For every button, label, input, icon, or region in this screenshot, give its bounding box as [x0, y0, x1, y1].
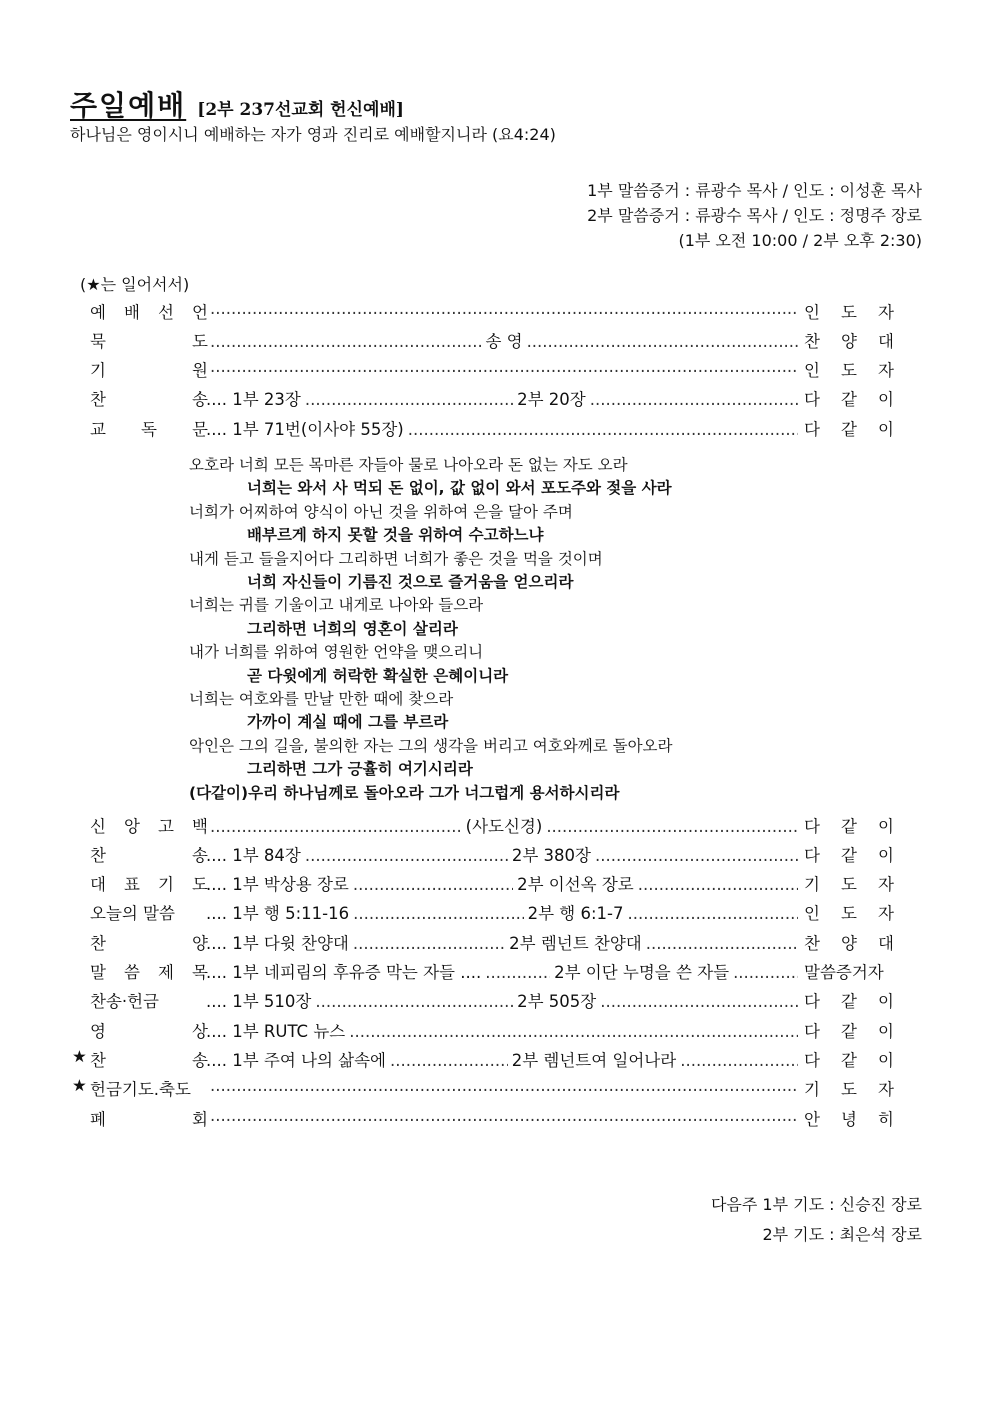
order-label-char: 기 [90, 361, 106, 380]
responsive-reading [189, 454, 673, 805]
order-responder-char: 대 [878, 332, 894, 351]
order-responder [804, 1018, 894, 1042]
order-part-1: .... 1부 주여 나의 삶속에 [206, 1051, 386, 1070]
order-responder [804, 386, 894, 410]
order-label-char: 묵 [90, 332, 106, 351]
order-label-char: 폐 [90, 1110, 106, 1129]
reading-line-people: 배부르게 하지 못할 것을 위하여 수고하느냐 [247, 526, 544, 545]
leader-dots [210, 299, 798, 318]
leader-dots [305, 390, 513, 409]
reading-line-leader: 너희가 어찌하여 양식이 아닌 것을 위하여 은을 달아 주며 [189, 502, 573, 521]
order-row [72, 959, 922, 988]
order-label-char: 선 [158, 303, 174, 322]
order-responder [804, 328, 894, 352]
leader-dots [305, 846, 508, 865]
order-responder-char: 기 [804, 875, 820, 894]
leader-dots [638, 875, 798, 894]
order-row [72, 299, 922, 328]
order-row [72, 357, 922, 386]
order-row [72, 900, 922, 929]
next-week-line-1: 다음주 1부 기도 : 신승진 장로 [710, 1195, 922, 1214]
order-label-char: 앙 [124, 817, 140, 836]
order-responder-char: 양 [841, 332, 857, 351]
leader-dots [646, 934, 798, 953]
order-responder [804, 900, 894, 924]
order-label-char: 언 [192, 303, 208, 322]
order-responder-char: 기 [804, 1080, 820, 1099]
order-row [72, 1106, 922, 1135]
order-detail [206, 1018, 802, 1042]
leader-dots [590, 390, 798, 409]
leader-dots [210, 817, 462, 836]
order-label-char: 도 [192, 875, 208, 894]
leader-dots [353, 875, 513, 894]
order-responder-char: 다 [804, 1022, 820, 1041]
order-responder-char: 도 [841, 904, 857, 923]
leader-dots [353, 934, 505, 953]
order-label [90, 930, 208, 954]
order-label-char: 찬송·헌금 [90, 992, 160, 1011]
order-detail [206, 1047, 802, 1071]
order-responder-char: 인 [804, 361, 820, 380]
order-detail [206, 416, 802, 440]
order-label-char: 배 [124, 303, 140, 322]
leader-dots [595, 846, 798, 865]
reading-line-leader: 오호라 너희 모든 목마른 자들아 물로 나아오라 돈 없는 자도 오라 [189, 456, 628, 474]
order-responder [804, 357, 894, 381]
order-label-char: 고 [158, 817, 174, 836]
order-responder-char: 같 [841, 817, 857, 836]
stand-note: (★는 일어서서) [80, 275, 190, 294]
order-label-char: 양 [192, 934, 208, 953]
order-part-1: .... 1부 23장 [206, 390, 301, 409]
order-label-char: 기 [158, 875, 174, 894]
next-week-line-2: 2부 기도 : 최은석 장로 [762, 1225, 922, 1244]
leader-dots [546, 817, 798, 836]
order-responder-char: 다 [804, 846, 820, 865]
order-responder-char: 양 [841, 934, 857, 953]
order-part-1: .... 1부 다윗 찬양대 [206, 934, 349, 953]
order-responder-char: 다 [804, 420, 820, 439]
reading-line-leader: 내가 너희를 위하여 영원한 언약을 맺으리니 [189, 643, 484, 662]
reading-line-people: 곧 다윗에게 허락한 확실한 은혜이니라 [247, 666, 509, 685]
leader-dots [408, 420, 798, 439]
order-label [90, 1018, 208, 1042]
leader-dots [600, 992, 798, 1011]
order-detail [206, 842, 802, 866]
service-leaders [587, 178, 922, 253]
reading-line-people: 너희는 와서 사 먹되 돈 없이, 값 없이 와서 포도주와 젖을 사라 [247, 479, 672, 498]
order-responder [804, 1076, 894, 1100]
next-week-prayer [711, 1190, 922, 1250]
page-title-line [70, 84, 404, 124]
order-label-char: 표 [124, 875, 140, 894]
order-responder [804, 416, 894, 440]
order-responder-char: 도 [841, 361, 857, 380]
order-part-1: .... 1부 네피림의 후유증 막는 자들 .... [206, 963, 482, 982]
order-responder [804, 988, 894, 1012]
order-part-1: .... 1부 행 5:11-16 [206, 904, 350, 923]
order-label-char: 목 [192, 963, 208, 982]
order-row [72, 1018, 922, 1047]
leader-dots [527, 332, 798, 351]
order-part-2: 2부 20장 [517, 390, 586, 409]
order-responder [804, 959, 884, 983]
order-label-char: 교 [90, 420, 106, 439]
order-label-char: 찬 [90, 1051, 106, 1070]
reading-line-all: (다같이)우리 하나님께로 돌아오라 그가 너그럽게 용서하시리라 [189, 783, 620, 802]
order-responder-char: 자 [878, 1080, 894, 1099]
reading-line-leader: 너희는 여호와를 만날 만한 때에 찾으라 [189, 690, 454, 709]
order-responder-char: 같 [841, 992, 857, 1011]
order-responder [804, 842, 894, 866]
order-responder [804, 299, 894, 323]
order-label-char: 원 [192, 361, 208, 380]
order-part-2: 2부 380장 [511, 846, 591, 865]
order-label-char: 대 [90, 875, 106, 894]
leaders-line-1: 1부 말씀증거 : 류광수 목사 / 인도 : 이성훈 목사 [587, 181, 922, 200]
order-responder-char: 안 [804, 1110, 820, 1129]
order-label-char: 송 [192, 390, 208, 409]
order-label [90, 1076, 191, 1100]
order-responder-char: 자 [878, 303, 894, 322]
order-responder [804, 1047, 894, 1071]
order-responder-char: 다 [804, 817, 820, 836]
order-label [90, 328, 208, 352]
order-detail [206, 1106, 802, 1125]
order-responder-char: 이 [878, 1051, 894, 1070]
order-responder-char: 자 [878, 904, 894, 923]
order-responder-char: 다 [804, 390, 820, 409]
order-center: 송 영 [485, 332, 523, 351]
order-label-char: 문 [192, 420, 208, 439]
leader-dots [627, 904, 798, 923]
reading-line-people: 가까이 계실 때에 그를 부르라 [247, 713, 449, 732]
order-responder-char: 인 [804, 303, 820, 322]
order-label-char: 제 [158, 963, 174, 982]
order-label [90, 1106, 208, 1130]
order-label-char: 찬 [90, 846, 106, 865]
order-part-2: 2부 렘넌트 찬양대 [509, 934, 642, 953]
order-row [72, 930, 922, 959]
leader-dots [315, 992, 513, 1011]
order-row [72, 988, 922, 1017]
order-label [90, 1047, 208, 1071]
order-responder-char: 말씀증거자 [804, 963, 884, 982]
order-responder-char: 다 [804, 1051, 820, 1070]
order-responder-char: 녕 [841, 1110, 857, 1129]
order-detail [206, 357, 802, 376]
order-responder-char: 이 [878, 817, 894, 836]
order-label [90, 900, 175, 924]
order-part-1: .... 1부 71번(이사야 55장) [206, 420, 404, 439]
order-row [72, 813, 922, 842]
order-row [72, 328, 922, 357]
leader-dots [680, 1051, 798, 1070]
order-detail [206, 386, 802, 410]
order-label-char: 예 [90, 303, 106, 322]
leader-dots [210, 1106, 798, 1125]
order-responder-char: 다 [804, 992, 820, 1011]
order-responder-char: 같 [841, 390, 857, 409]
order-row [72, 871, 922, 900]
order-responder-char: 도 [841, 1080, 857, 1099]
order-responder [804, 871, 894, 895]
order-label-char: 송 [192, 846, 208, 865]
reading-line-people: 그리하면 너희의 영혼이 살리라 [247, 619, 458, 638]
order-responder [804, 813, 894, 837]
order-row [72, 386, 922, 415]
order-responder-char: 같 [841, 846, 857, 865]
order-responder-char: 이 [878, 420, 894, 439]
order-label [90, 959, 208, 983]
reading-line-people: 너희 자신들이 기름진 것으로 즐거움을 얻으리라 [247, 573, 574, 592]
order-detail [206, 871, 802, 895]
order-responder-char: 인 [804, 904, 820, 923]
order-responder [804, 1106, 894, 1130]
order-label-char: 상 [192, 1022, 208, 1041]
leader-dots [353, 904, 524, 923]
order-responder-char: 도 [841, 303, 857, 322]
order-responder-char: 이 [878, 846, 894, 865]
order-responder-char: 자 [878, 361, 894, 380]
order-label-char: 오늘의 말씀 [90, 904, 175, 923]
leader-dots [390, 1051, 508, 1070]
order-label [90, 416, 208, 440]
reading-line-people: 그리하면 그가 긍휼히 여기시리라 [247, 760, 473, 779]
order-responder-char: 히 [878, 1110, 894, 1129]
order-responder-char: 찬 [804, 934, 820, 953]
order-label-char: 백 [192, 817, 208, 836]
order-label [90, 357, 208, 381]
order-detail [206, 299, 802, 318]
order-responder-char: 이 [878, 992, 894, 1011]
order-row [72, 416, 922, 445]
order-center: (사도신경) [465, 817, 543, 836]
order-responder-char: 대 [878, 934, 894, 953]
order-detail [206, 813, 802, 837]
order-label-char: 찬 [90, 934, 106, 953]
order-part-2: 2부 505장 [517, 992, 597, 1011]
order-detail [206, 900, 802, 924]
service-times: (1부 오전 10:00 / 2부 오후 2:30) [678, 231, 922, 250]
order-label [90, 842, 208, 866]
order-row [72, 1047, 922, 1076]
order-label [90, 813, 208, 837]
order-label-char: 말 [90, 963, 106, 982]
leader-dots [485, 963, 550, 982]
order-label-char: 도 [192, 332, 208, 351]
order-detail [206, 959, 802, 983]
order-part-1: .... 1부 510장 [206, 992, 312, 1011]
leader-dots [733, 963, 798, 982]
order-responder-char: 이 [878, 390, 894, 409]
order-part-1: .... 1부 84장 [206, 846, 301, 865]
order-responder-char: 찬 [804, 332, 820, 351]
leader-dots [210, 1076, 798, 1095]
order-label-char: 찬 [90, 390, 106, 409]
order-part-2: 2부 이단 누명을 쓴 자들 [554, 963, 730, 982]
order-detail [206, 328, 802, 352]
order-part-2: 2부 렘넌트여 일어나라 [511, 1051, 677, 1070]
reading-line-leader: 내게 듣고 들을지어다 그리하면 너희가 좋은 것을 먹을 것이며 [189, 549, 603, 568]
order-detail [206, 1076, 802, 1095]
order-row [72, 1076, 922, 1105]
order-responder-char: 도 [841, 875, 857, 894]
order-label [90, 299, 208, 323]
order-label-char: 씀 [124, 963, 140, 982]
order-label [90, 988, 159, 1012]
reading-line-leader: 너희는 귀를 기울이고 내게로 나아와 들으라 [189, 596, 484, 615]
page-title: 주일예배 [70, 89, 187, 122]
order-row [72, 842, 922, 871]
leader-dots [349, 1022, 798, 1041]
order-responder [804, 930, 894, 954]
order-label-char: 헌금기도.축도 [90, 1080, 191, 1099]
order-responder-char: 같 [841, 1022, 857, 1041]
order-label-char: 영 [90, 1022, 106, 1041]
reading-line-leader: 악인은 그의 길을, 불의한 자는 그의 생각을 버리고 여호와께로 돌아오라 [189, 736, 673, 755]
leader-dots [210, 357, 798, 376]
order-label-char: 신 [90, 817, 106, 836]
theme-verse: 하나님은 영이시니 예배하는 자가 영과 진리로 예배할지니라 (요4:24) [70, 125, 556, 144]
page-subtitle: [2부 237선교회 헌신예배] [197, 100, 404, 120]
order-responder-char: 같 [841, 420, 857, 439]
order-part-1: .... 1부 RUTC 뉴스 [206, 1022, 346, 1041]
leaders-line-2: 2부 말씀증거 : 류광수 목사 / 인도 : 정명주 장로 [587, 206, 922, 225]
order-responder-char: 같 [841, 1051, 857, 1070]
order-label-char: 회 [192, 1110, 208, 1129]
leader-dots [210, 332, 481, 351]
order-responder-char: 자 [878, 875, 894, 894]
order-responder-char: 이 [878, 1022, 894, 1041]
order-label-char: 독 [141, 420, 157, 439]
order-part-1: .... 1부 박상용 장로 [206, 875, 349, 894]
star-icon: ★ [72, 1076, 87, 1095]
star-icon: ★ [72, 1047, 87, 1066]
order-part-2: 2부 행 6:1-7 [527, 904, 624, 923]
order-part-2: 2부 이선옥 장로 [517, 875, 634, 894]
order-label-char: 송 [192, 1051, 208, 1070]
order-label [90, 386, 208, 410]
order-detail [206, 930, 802, 954]
order-label [90, 871, 208, 895]
order-detail [206, 988, 802, 1012]
